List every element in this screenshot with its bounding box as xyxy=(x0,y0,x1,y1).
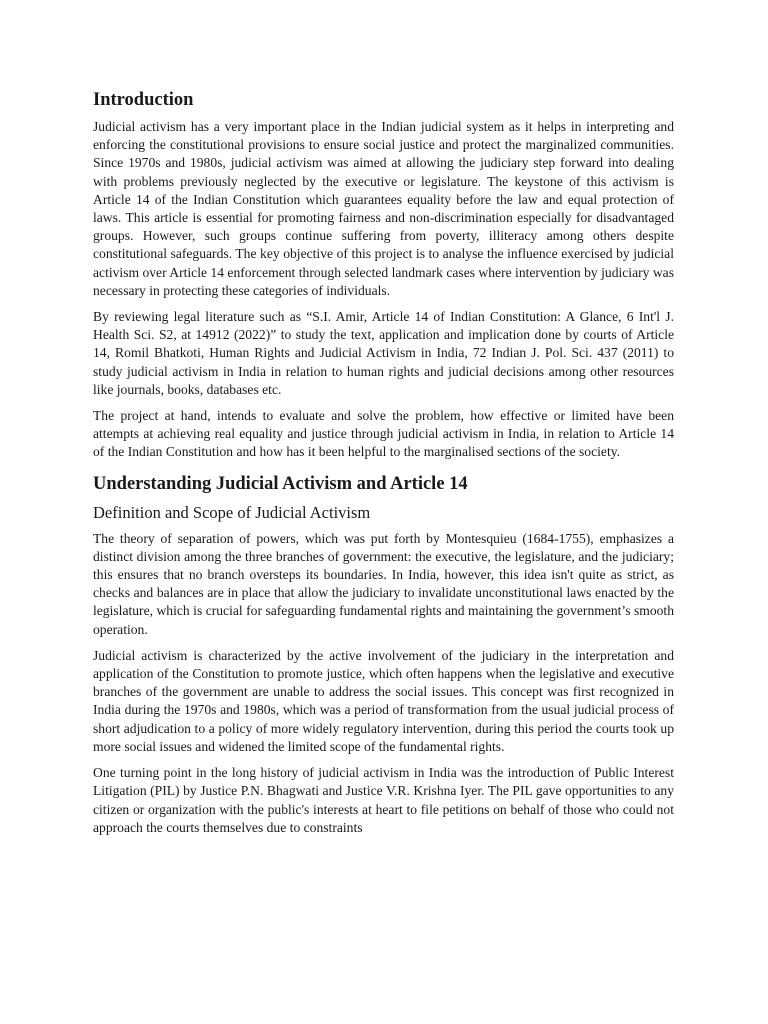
definition-paragraph-3: One turning point in the long history of judicial activism in India was the introduction of Public Interest Litigation (PIL) by Justice P.N. Bhagwati and Justice V.R. Krishna Iyer. The PIL gave opportunities to any citizen or organization with the public's interests at heart to file petitions on behalf of those who could not approach the courts themselves due to constraints xyxy=(93,765,674,835)
document-page xyxy=(93,88,674,845)
definition-subheading: Definition and Scope of Judicial Activism xyxy=(93,502,371,522)
definition-paragraph-1: The theory of separation of powers, which was put forth by Montesquieu (1684-1755), emphasizes a distinct division among the three branches of government: the executive, the legislature, and the judiciary; this ensures that no branch oversteps its boundaries. In India, however, this idea isn't quite as strict, as checks and balances are in place that allow the judiciary to invalidate unconstitutional laws enacted by the legislature, which is crucial for safeguarding fundamental rights and maintaining the government’s smooth operation. xyxy=(93,530,674,637)
intro-paragraph-2: By reviewing legal literature such as “S.I. Amir, Article 14 of Indian Constitution: A Glance, 6 Int'l J. Health Sci. S2, at 14912 (2022)” to study the text, application and implication done by courts of Article 14, Romil Bhatkoti, Human Rights and Judicial Activism in India, 72 Indian J. Pol. Sci. 437 (2011) to study judicial activism in India in relation to human rights and judicial decisions among other resources like journals, books, databases etc. xyxy=(93,309,674,397)
understanding-heading: Understanding Judicial Activism and Article 14 xyxy=(93,473,468,494)
intro-paragraph-3: The project at hand, intends to evaluate and solve the problem, how effective or limited have been attempts at achieving real equality and justice through judicial activism in India, in relation to Article 14 of the Indian Constitution and how has it been helpful to the marginalised sections of the society. xyxy=(93,408,674,460)
definition-paragraph-2: Judicial activism is characterized by the active involvement of the judiciary in the interpretation and application of the Constitution to promote justice, which often happens when the legislative and executive branches of the government are unable to address the social issues. This concept was first recognized in India during the 1970s and 1980s, which was a period of transformation from the usual judicial process of short adjudication to a policy of more widely regulatory intervention, during this period the courts took up more social issues and widened the limited scope of the fundamental rights. xyxy=(93,647,674,754)
introduction-heading: Introduction xyxy=(93,90,194,110)
intro-paragraph-1: Judicial activism has a very important place in the Indian judicial system as it helps in interpreting and enforcing the constitutional provisions to ensure social justice and protect the marginalized communities. Since 1970s and 1980s, judicial activism was aimed at allowing the judiciary step forward into dealing with problems previously neglected by the executive or legislature. The keystone of this activism is Article 14 of the Indian Constitution which guarantees equality before the law and equal protection of laws. This article is essential for promoting fairness and non-discrimination especially for disadvantaged groups. However, such groups continue suffering from poverty, illiteracy among others despite constitutional safeguards. The key objective of this project is to analyse the influence exercised by judicial activism over Article 14 enforcement through selected landmark cases where intervention by judiciary was necessary in protecting these categories of individuals. xyxy=(93,119,674,298)
